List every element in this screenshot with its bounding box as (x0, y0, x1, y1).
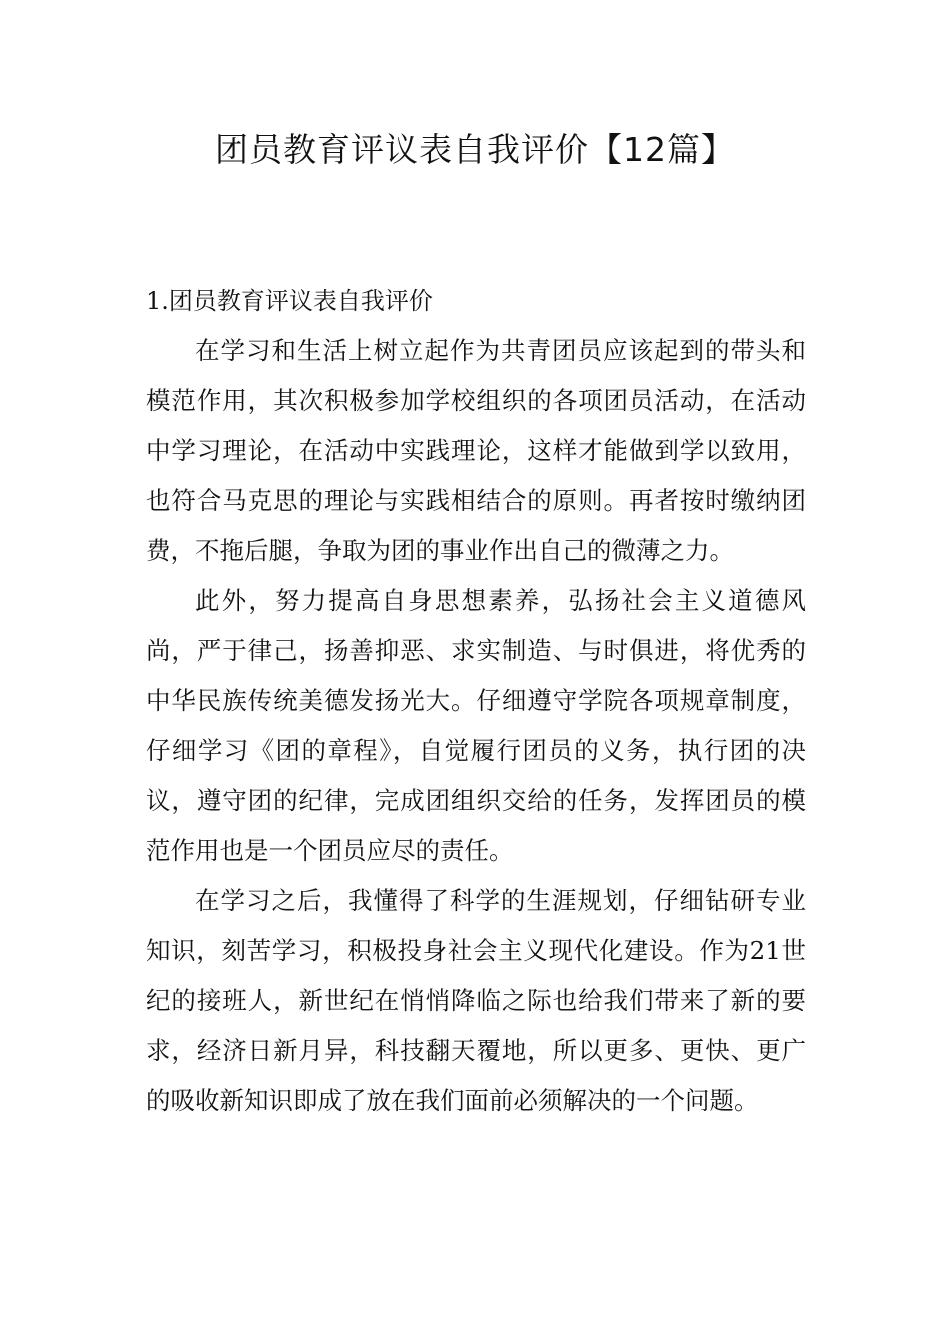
body-text (146, 326, 806, 1126)
section-heading: 1.团员教育评议表自我评价 (146, 287, 433, 315)
document-title: 团员教育评议表自我评价【12篇】 (215, 130, 735, 169)
paragraph: 在学习和生活上树立起作为共青团员应该起到的带头和模范作用，其次积极参加学校组织的各项团员活动，在活动中学习理论，在活动中实践理论，这样才能做到学以致用，也符合马克思的理论与实践相结合的原则。再者按时缴纳团费，不拖后腿，争取为团的事业作出自己的微薄之力。 (146, 336, 806, 565)
paragraph: 此外，努力提高自身思想素养，弘扬社会主义道德风尚，严于律己，扬善抑恶、求实制造、与时俱进，将优秀的中华民族传统美德发扬光大。仔细遵守学院各项规章制度，仔细学习《团的章程》，自觉履行团员的义务，执行团的决议，遵守团的纪律，完成团组织交给的任务，发挥团员的模范作用也是一个团员应尽的责任。 (146, 586, 806, 865)
paragraph: 在学习之后，我懂得了科学的生涯规划，仔细钻研专业知识，刻苦学习，积极投身社会主义现代化建设。作为21世纪的接班人，新世纪在悄悄降临之际也给我们带来了新的要求，经济日新月异，科技翻天覆地，所以更多、更快、更广的吸收新知识即成了放在我们面前必须解决的一个问题。 (146, 886, 806, 1115)
